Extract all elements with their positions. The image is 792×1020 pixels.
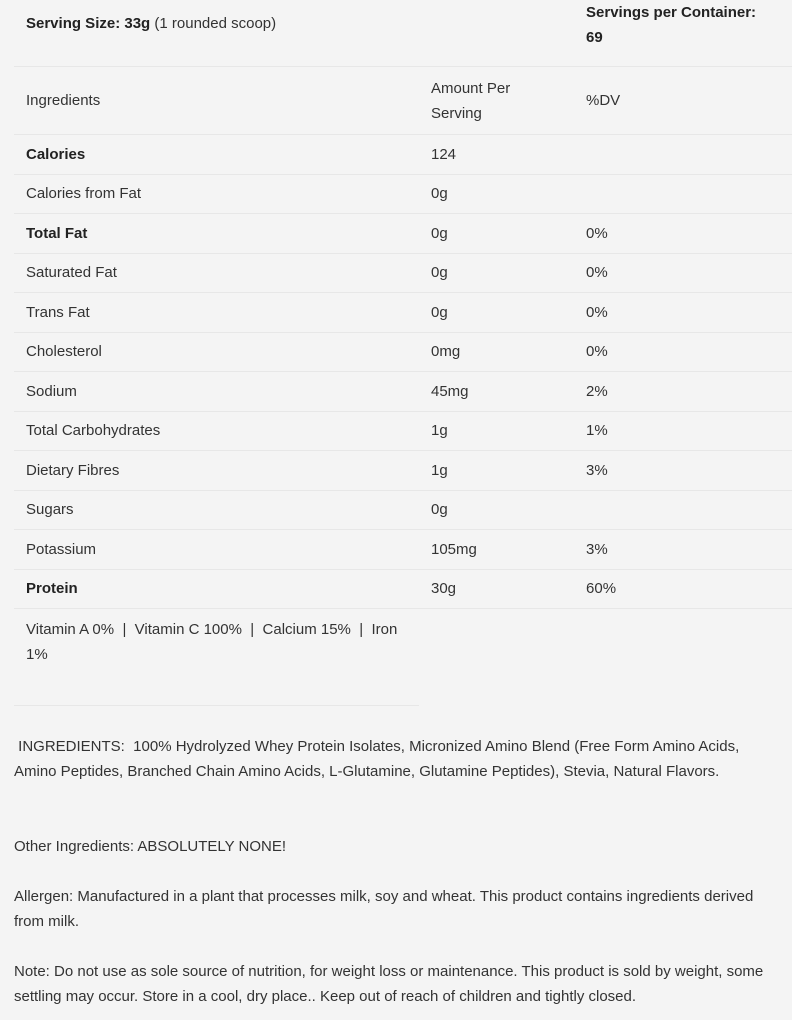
nutrient-name-cell: Cholesterol (14, 332, 419, 372)
nutrient-amount-cell: 30g (419, 569, 574, 609)
table-row (14, 293, 792, 333)
header-dv: %DV (574, 67, 792, 135)
serving-row (14, 0, 792, 67)
nutrition-table-wrapper (14, 0, 792, 706)
servings-per-container-cell (574, 0, 792, 67)
nutrient-dv-cell: 60% (574, 569, 792, 609)
nutrient-dv-cell: 2% (574, 372, 792, 412)
nutrient-name-cell: Trans Fat (14, 293, 419, 333)
nutrient-name-cell: Potassium (14, 530, 419, 570)
nutrition-facts-table (14, 0, 792, 706)
nutrient-dv-cell (574, 174, 792, 214)
nutrient-amount-cell: 1g (419, 411, 574, 451)
nutrient-dv-cell: 0% (574, 332, 792, 372)
nutrient-dv-cell: 1% (574, 411, 792, 451)
table-row (14, 372, 792, 412)
vitamins-row (14, 609, 792, 706)
nutrient-dv-cell: 3% (574, 530, 792, 570)
table-row (14, 411, 792, 451)
vitamins-cell: Vitamin A 0% | Vitamin C 100% | Calcium 15% | Iron 1% (14, 609, 419, 706)
nutrient-amount-cell: 0g (419, 253, 574, 293)
table-row (14, 490, 792, 530)
nutrient-name-cell: Sodium (14, 372, 419, 412)
table-row (14, 451, 792, 491)
nutrient-name-cell: Calories from Fat (14, 174, 419, 214)
nutrient-name-cell: Dietary Fibres (14, 451, 419, 491)
table-row (14, 135, 792, 175)
vitamins-empty-cell (419, 609, 792, 706)
nutrient-amount-cell: 0g (419, 293, 574, 333)
nutrient-amount-cell: 0mg (419, 332, 574, 372)
nutrient-dv-cell (574, 135, 792, 175)
nutrient-amount-cell: 124 (419, 135, 574, 175)
ingredients-paragraph: INGREDIENTS: 100% Hydrolyzed Whey Protein Isolates, Micronized Amino Blend (Free Form Amino Acids, Amino Peptides, Branched Chain Amino Acids, L-Glutamine, Glutamine Peptides), Stevia, Natural Flavors. (14, 738, 743, 780)
nutrient-name-cell: Sugars (14, 490, 419, 530)
nutrient-name-cell: Saturated Fat (14, 253, 419, 293)
nutrient-dv-cell: 3% (574, 451, 792, 491)
table-row (14, 332, 792, 372)
note-paragraph: Note: Do not use as sole source of nutrition, for weight loss or maintenance. This product is sold by weight, some settling may occur. Store in a cool, dry place.. Keep out of reach of children and tightly closed. (14, 963, 764, 1005)
nutrient-amount-cell: 0g (419, 214, 574, 254)
nutrient-amount-cell: 0g (419, 174, 574, 214)
serving-size-label: Serving Size: 33g (26, 15, 151, 32)
table-row (14, 569, 792, 609)
nutrient-amount-cell: 0g (419, 490, 574, 530)
table-row (14, 253, 792, 293)
serving-size-detail: (1 rounded scoop) (150, 15, 277, 32)
nutrient-dv-cell: 0% (574, 214, 792, 254)
nutrient-amount-cell: 105mg (419, 530, 574, 570)
table-row (14, 214, 792, 254)
nutrient-name-cell: Total Fat (14, 214, 419, 254)
table-row (14, 174, 792, 214)
nutrient-name-cell: Calories (14, 135, 419, 175)
nutrient-name-cell: Total Carbohydrates (14, 411, 419, 451)
nutrient-amount-cell: 45mg (419, 372, 574, 412)
nutrient-amount-cell: 1g (419, 451, 574, 491)
allergen-paragraph: Allergen: Manufactured in a plant that processes milk, soy and wheat. This product contains ingredients derived from milk. (14, 888, 754, 930)
header-ingredients: Ingredients (14, 67, 419, 135)
other-ingredients-paragraph: Other Ingredients: ABSOLUTELY NONE! (14, 838, 287, 855)
nutrient-dv-cell: 0% (574, 253, 792, 293)
servings-per-container-value: 69 (586, 29, 603, 46)
nutrient-name-cell: Protein (14, 569, 419, 609)
serving-size-cell (14, 0, 574, 67)
table-header-row (14, 67, 792, 135)
header-amount-per-serving: Amount Per Serving (419, 67, 574, 135)
nutrient-dv-cell (574, 490, 792, 530)
nutrient-dv-cell: 0% (574, 293, 792, 333)
servings-per-container-label: Servings per Container: (586, 4, 757, 21)
table-row (14, 530, 792, 570)
